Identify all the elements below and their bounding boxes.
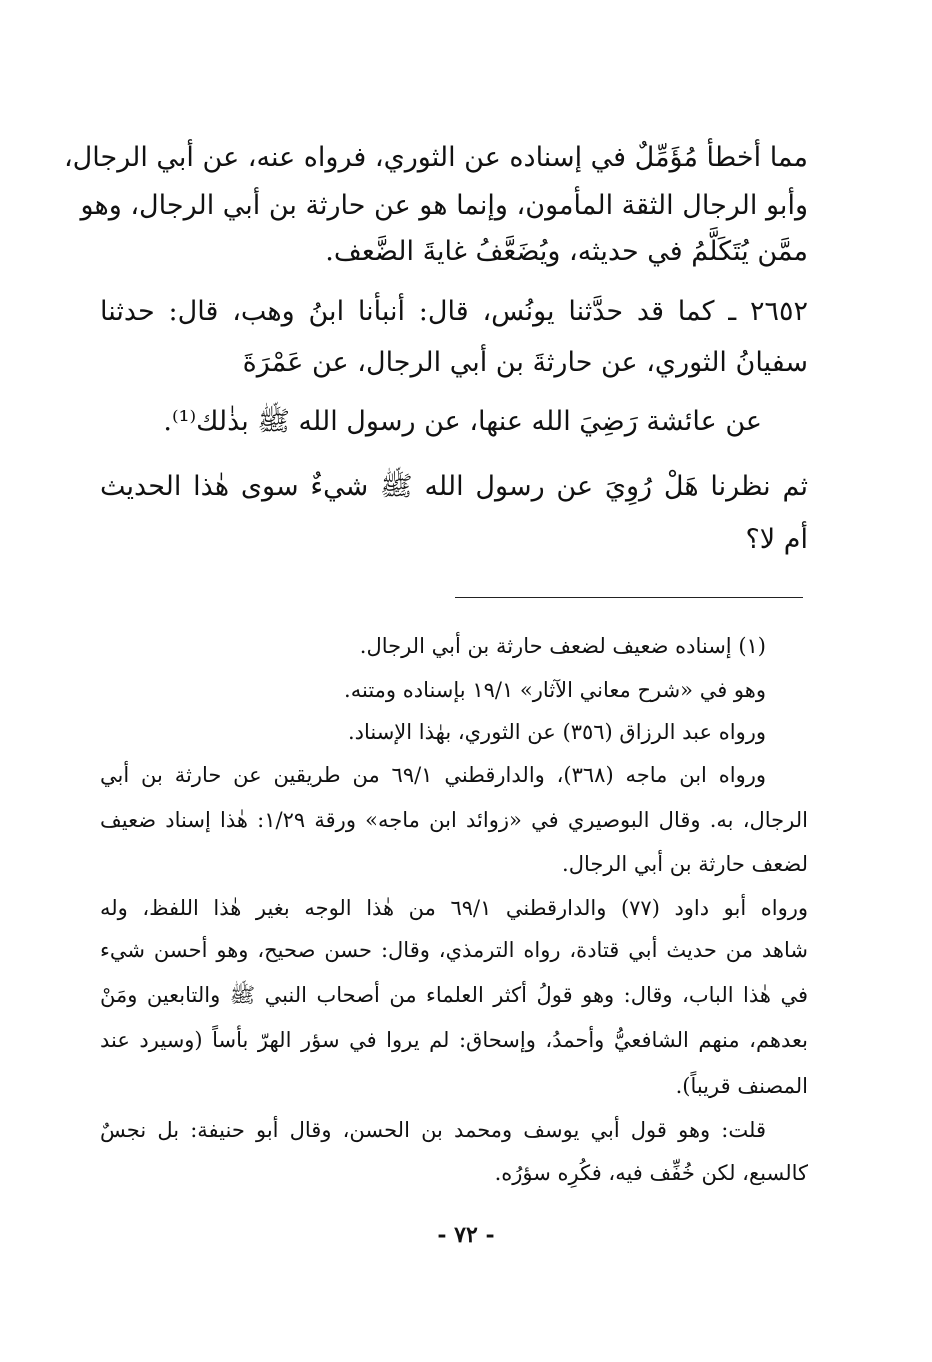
footnote-line: بعدهم، منهم الشافعيُّ وأحمدُ، وإسحاق: لم يروا في سؤر الهرّ بأساً (وسيرد عند xyxy=(100,1028,808,1052)
main-text-line: ممَّن يُتَكَلَّمُ في حديثه، ويُضَعَّفُ غايةَ الضَّعف. xyxy=(325,236,808,267)
footnote-line: وهو في «شرح معاني الآثار» ١٩/١ بإسناده ومتنه. xyxy=(344,678,766,702)
footnote-line: ورواه عبد الرزاق (٣٥٦) عن الثوري، بهٰذا الإسناد. xyxy=(347,720,766,744)
footnote-line: كالسبع، لكن خُفِّف فيه، فكُرِه سؤرُه. xyxy=(494,1161,808,1185)
footnote-line: ورواه ابن ماجه (٣٦٨)، والدارقطني ٦٩/١ من طريقين عن حارثة بن أبي xyxy=(100,763,766,787)
footnote-line: قلت: وهو قول أبي يوسف ومحمد بن الحسن، وقال أبو حنيفة: بل نجسٌ xyxy=(100,1118,766,1142)
main-text-line: عن عائشة رَضِيَ الله عنها، عن رسول الله ﷺ بذٰلك⁽¹⁾. xyxy=(163,406,762,437)
footnote-line: لضعف حارثة بن أبي الرجال. xyxy=(562,852,808,876)
main-text-line: سفيانُ الثوري، عن حارثةَ بن أبي الرجال، عن عَمْرَةَ xyxy=(242,347,808,378)
main-text-line: مما أخطأ مُؤَمِّلٌ في إسناده عن الثوري، فرواه عنه، عن أبي الرجال، xyxy=(63,142,808,173)
footnote-line: في هٰذا الباب، وقال: وهو قولُ أكثر العلماء من أصحاب النبي ﷺ والتابعين ومَنْ xyxy=(100,983,808,1007)
page-number: - ٧٢ - xyxy=(437,1222,495,1248)
main-text-line: ثم نظرنا هَلْ رُوِيَ عن رسول الله ﷺ شيءٌ سوى هٰذا الحديث xyxy=(100,471,808,502)
footnote-line: الرجال، به. وقال البوصيري في «زوائد ابن ماجه» ورقة ١/٢٩: هٰذا إسناد ضعيف xyxy=(100,808,808,832)
footnote-separator xyxy=(455,597,803,598)
main-text-line: أم لا؟ xyxy=(745,524,808,555)
footnote-line: شاهد من حديث أبي قتادة، رواه الترمذي، وقال: حسن صحيح، وهو أحسن شيء xyxy=(100,938,808,962)
footnote-line: (١) إسناده ضعيف لضعف حارثة بن أبي الرجال. xyxy=(359,634,766,658)
footnote-line: ورواه أبو داود (٧٧) والدارقطني ٦٩/١ من هٰذا الوجه بغير هٰذا اللفظ، وله xyxy=(100,896,808,920)
hadith-2652-line: ٢٦٥٢ ـ كما قد حدَّثنا يونُس، قال: أنبأنا ابنُ وهب، قال: حدثنا xyxy=(100,296,808,327)
main-text-line: وأبو الرجال الثقة المأمون، وإنما هو عن حارثة بن أبي الرجال، وهو xyxy=(80,190,808,221)
footnote-line: المصنف قريباً). xyxy=(675,1074,808,1098)
